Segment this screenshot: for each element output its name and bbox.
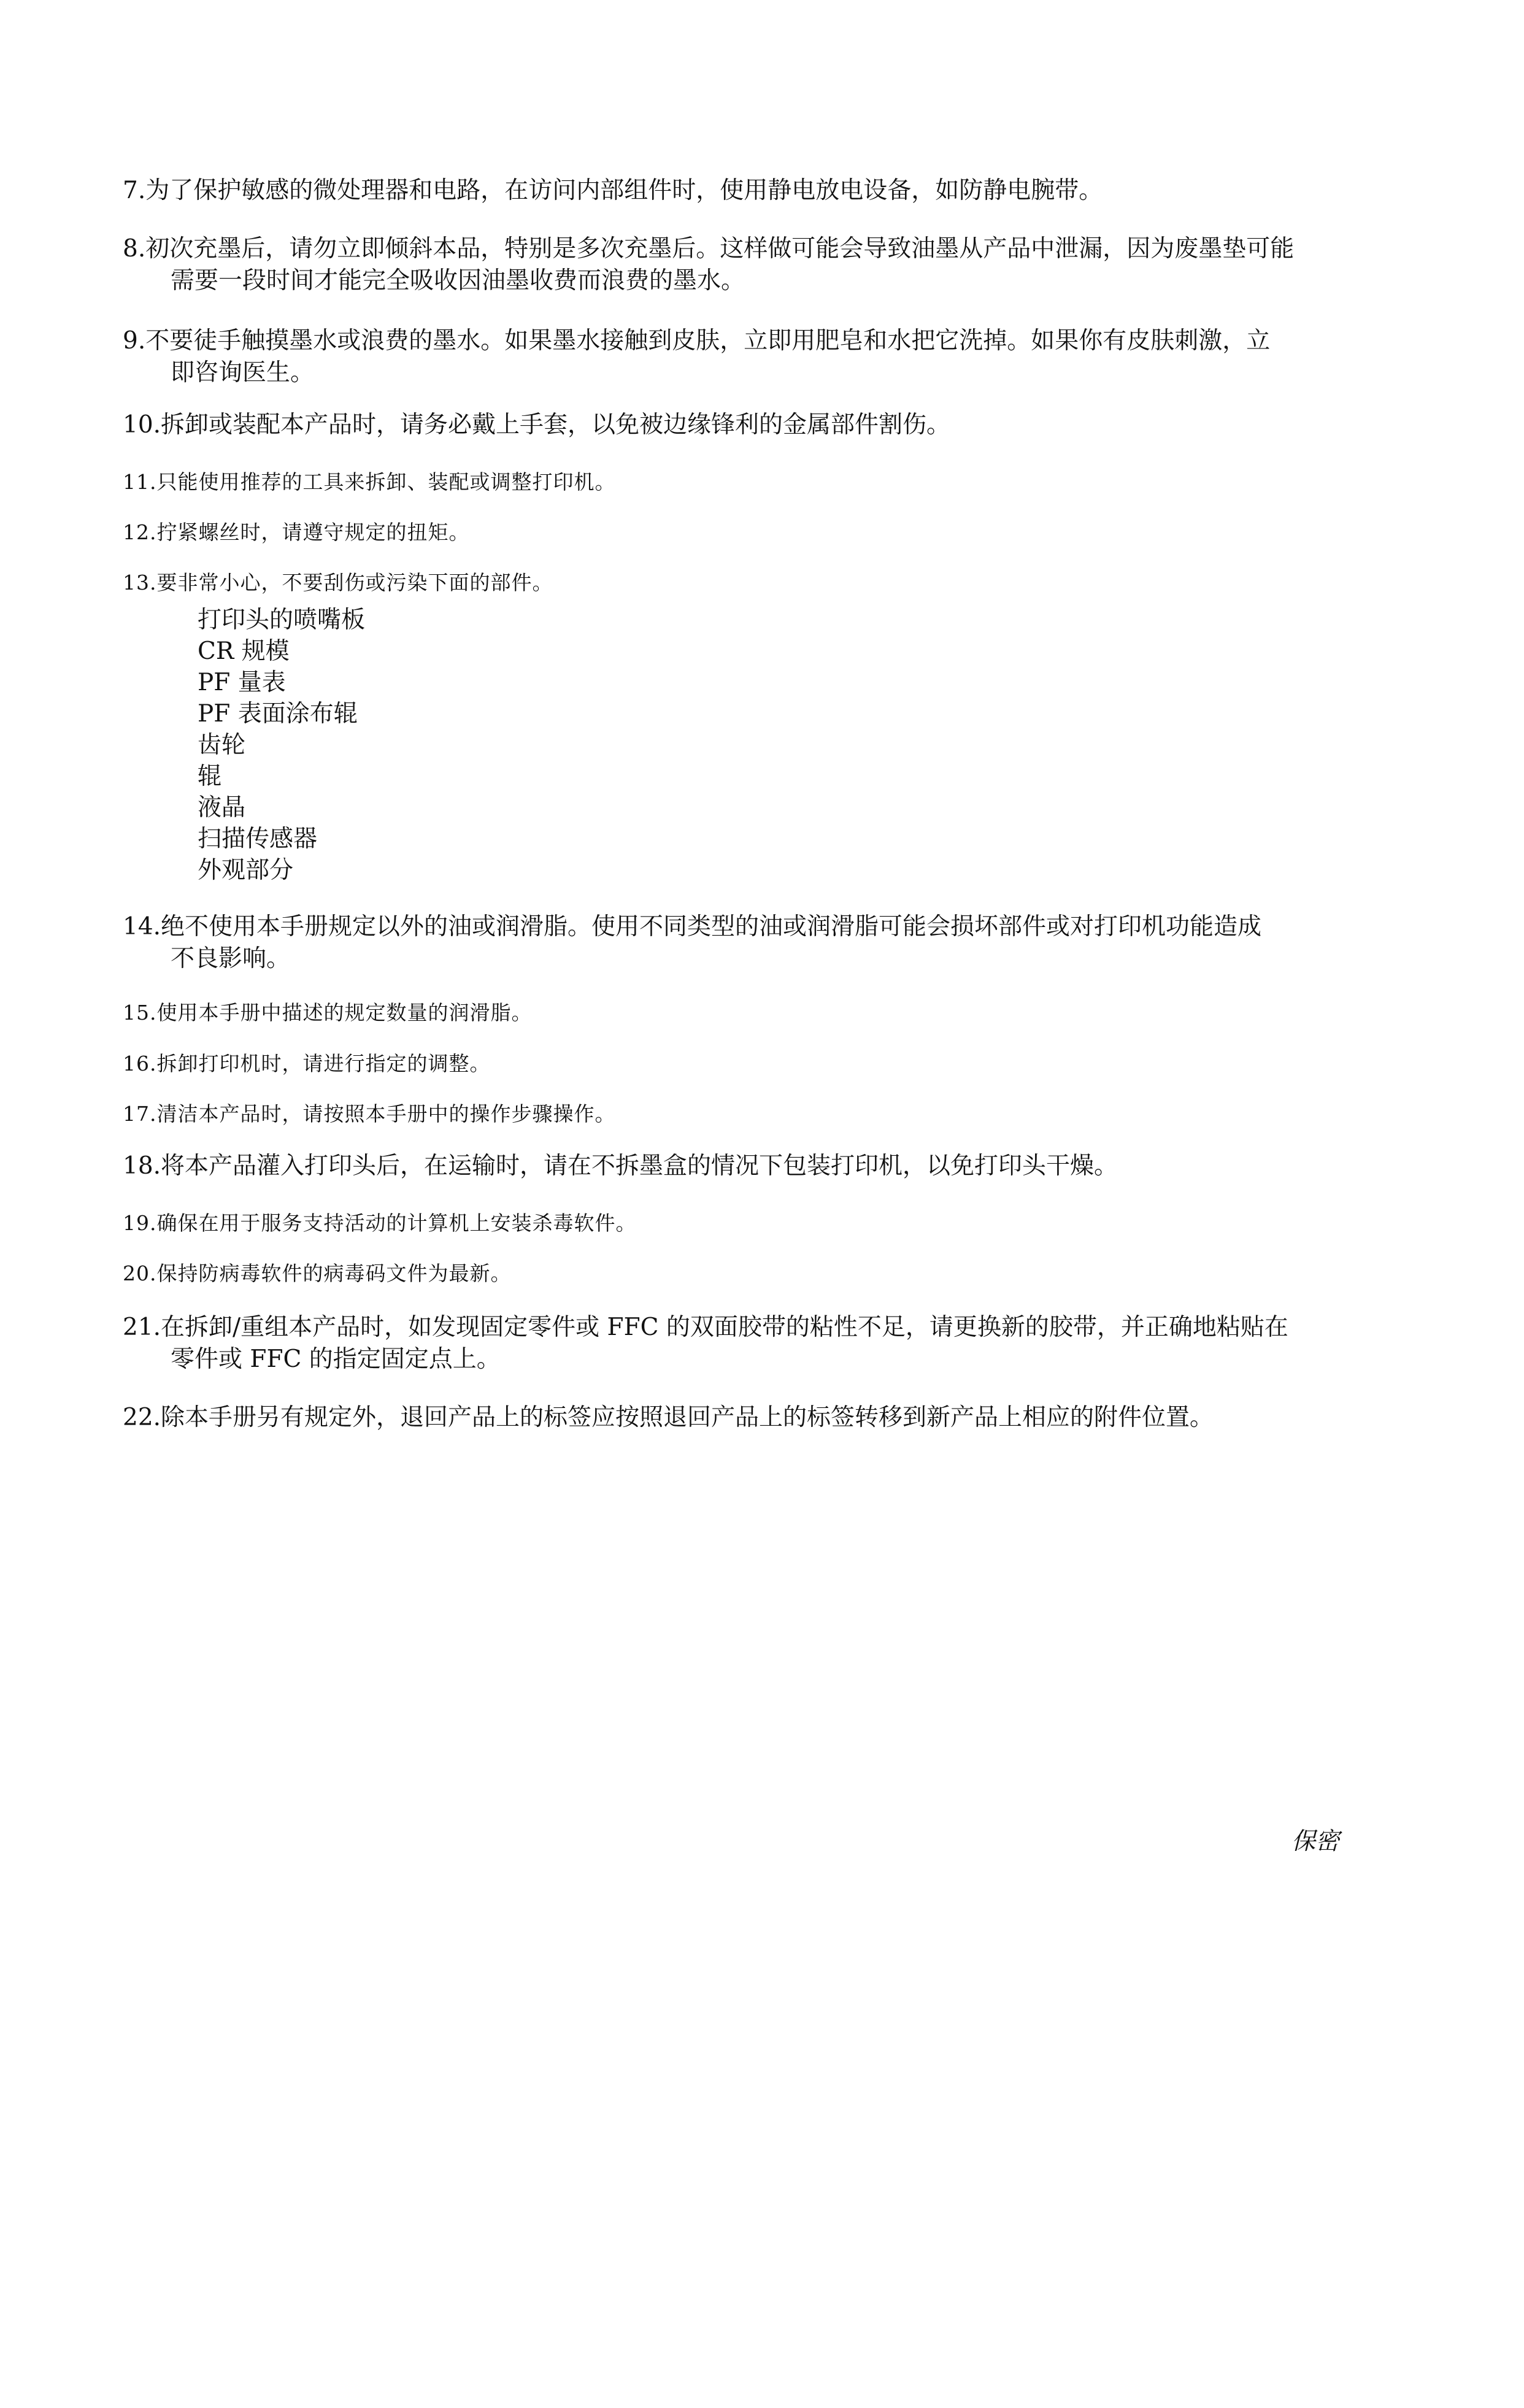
list-item-11 [123,466,1387,498]
sub-list-item: 齿轮 [198,731,246,759]
item-text: 10.拆卸或装配本产品时，请务必戴上手套，以免被边缘锋利的金属部件割伤。 [123,411,951,439]
list-item-16 [123,1048,1387,1080]
item-text: 16.拆卸打印机时，请进行指定的调整。 [123,1052,491,1075]
sub-list-item: 打印头的喷嘴板 [198,606,366,634]
component-sub-list [198,604,365,886]
sub-list-item: 扫描传感器 [198,825,318,853]
item-text: 19.确保在用于服务支持活动的计算机上安装杀毒软件。 [123,1211,637,1235]
sub-list-item: PF 量表 [198,669,286,696]
item-text: 17.清洁本产品时，请按照本手册中的操作步骤操作。 [123,1102,616,1126]
list-item-15 [123,997,1387,1029]
item-text-continuation: 不良影响。 [171,945,291,972]
item-text-continuation: 即咨询医生。 [171,359,315,387]
list-item-17 [123,1098,1387,1130]
list-item-14 [123,911,1387,975]
item-text: 11.只能使用推荐的工具来拆卸、装配或调整打印机。 [123,470,616,494]
item-text: 7.为了保护敏感的微处理器和电路，在访问内部组件时，使用静电放电设备，如防静电腕带。 [123,177,1103,204]
item-text: 22.除本手册另有规定外，退回产品上的标签应按照退回产品上的标签转移到新产品上相应的附件位置。 [123,1404,1214,1431]
item-text: 13.要非常小心，不要刮伤或污染下面的部件。 [123,571,553,594]
item-text: 18.将本产品灌入打印头后，在运输时，请在不拆墨盒的情况下包装打印机，以免打印头干燥。 [123,1152,1118,1180]
item-text: 12.拧紧螺丝时，请遵守规定的扭矩。 [123,520,470,544]
list-item-19 [123,1207,1387,1239]
list-item-18 [123,1150,1387,1182]
item-text-continuation: 零件或 FFC 的指定固定点上。 [171,1345,501,1373]
item-text: 9.不要徒手触摸墨水或浪费的墨水。如果墨水接触到皮肤，立即用肥皂和水把它洗掉。如果你有皮肤刺激，立 [123,327,1271,355]
sub-list-item: 液晶 [198,794,246,821]
item-text: 20.保持防病毒软件的病毒码文件为最新。 [123,1261,512,1285]
list-item-10 [123,409,1387,441]
confidential-footer: 保密 [1291,1828,1340,1855]
sub-list-item: PF 表面涂布辊 [198,700,358,728]
item-text: 8.初次充墨后，请勿立即倾斜本品，特别是多次充墨后。这样做可能会导致油墨从产品中泄漏，因为废墨垫可能 [123,235,1295,263]
sub-list-item: 辊 [198,763,222,790]
item-text: 14.绝不使用本手册规定以外的油或润滑脂。使用不同类型的油或润滑脂可能会损坏部件或对打印机功能造成 [123,913,1262,941]
list-item-21 [123,1312,1387,1375]
list-item-8 [123,233,1387,297]
sub-list-item: 外观部分 [198,856,294,884]
list-item-13 [123,567,1387,599]
list-item-9 [123,325,1387,389]
list-item-12 [123,517,1387,548]
item-text-continuation: 需要一段时间才能完全吸收因油墨收费而浪费的墨水。 [171,267,745,294]
list-item-7 [123,175,1387,207]
item-text: 21.在拆卸/重组本产品时，如发现固定零件或 FFC 的双面胶带的粘性不足，请更换新的胶带，并正确地粘贴在 [123,1314,1288,1341]
sub-list-item: CR 规模 [198,637,290,665]
list-item-22 [123,1402,1387,1434]
list-item-20 [123,1258,1387,1290]
item-text: 15.使用本手册中描述的规定数量的润滑脂。 [123,1001,533,1025]
